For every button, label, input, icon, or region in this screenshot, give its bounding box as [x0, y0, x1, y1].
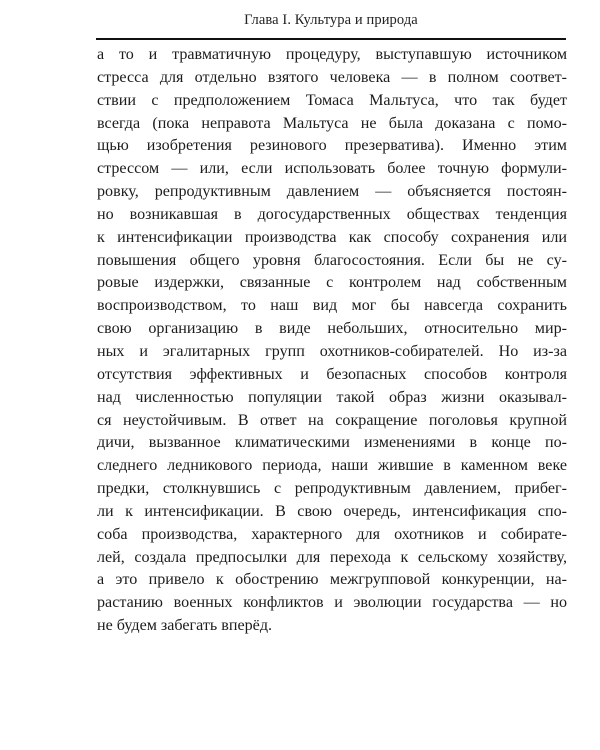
text-line: лей, создала предпосылки для перехода к сельскому хозяйству,: [97, 548, 567, 566]
text-line: растанию военных конфликтов и эволюции государства — но: [97, 594, 567, 612]
text-line: ровку, репродуктивным давлением — объясняется постоян-: [97, 183, 567, 201]
text-line: к интенсификации производства как способу сохранения или: [97, 228, 567, 246]
text-line: ся неустойчивым. В ответ на сокращение поголовья крупной: [97, 411, 567, 429]
text-line: воспроизводством, то наш вид мог бы навсегда сохранить: [97, 297, 567, 315]
text-line: а это привело к обострению межгрупповой конкуренции, на-: [97, 571, 567, 589]
text-line: стресса для отдельно взятого человека — в полном соответ-: [97, 68, 567, 86]
text-line: не будем забегать вперёд.: [97, 617, 273, 635]
text-line: повышения общего уровня благосостояния. Если бы не су-: [97, 251, 567, 269]
text-line: отсутствия эффективных и безопасных способов контроля: [97, 365, 567, 383]
text-line: дичи, вызванное климатическими изменениями в конце по-: [97, 434, 567, 452]
text-line: стрессом — или, если использовать более точную формули-: [97, 160, 567, 178]
text-line: над численностью популяции такой образ жизни оказывал-: [97, 388, 567, 406]
text-line: ровые издержки, связанные с контролем над собственным: [97, 274, 567, 292]
text-line: щью изобретения резинового презерватива). Именно этим: [97, 137, 567, 155]
text-line: ли к интенсификации. В свою очередь, интенсификация спо-: [97, 502, 567, 520]
text-line: а то и травматичную процедуру, выступавшую источником: [97, 46, 567, 63]
text-line: ных и эгалитарных групп охотников-собирателей. Но из-за: [97, 342, 567, 360]
text-line: предки, столкнувшись с репродуктивным давлением, прибег-: [97, 480, 567, 498]
running-head: Глава I. Культура и природа: [244, 12, 418, 28]
text-line: всегда (пока неправота Мальтуса не была доказана с помо-: [97, 114, 567, 132]
text-line: но возникавшая в догосударственных обществах тенденция: [97, 205, 567, 223]
text-line: свою организацию в виде небольших, относительно мир-: [97, 320, 567, 338]
body-text: [97, 44, 567, 638]
header-rule: [96, 38, 566, 40]
text-line: ствии с предположением Томаса Мальтуса, что так будет: [97, 91, 567, 109]
text-line: соба производства, характерного для охотников и собирате-: [97, 525, 567, 543]
text-line: следнего ледникового периода, наши жившие в каменном веке: [97, 457, 567, 475]
